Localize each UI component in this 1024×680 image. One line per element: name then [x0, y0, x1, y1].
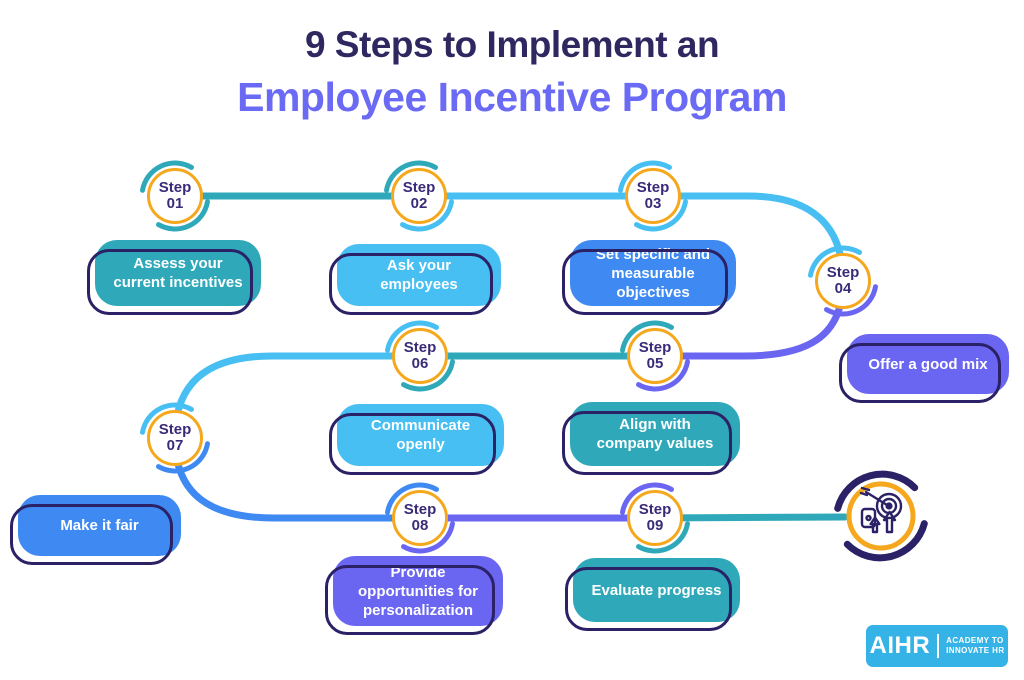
- aihr-tagline-line2: INNOVATE HR: [946, 646, 1005, 655]
- step-badge-09: [617, 480, 693, 556]
- step-word: Step: [636, 179, 670, 196]
- aihr-logo: [866, 625, 1008, 667]
- aihr-tagline-line1: ACADEMY TO: [946, 636, 1004, 645]
- step-word: Step: [638, 501, 672, 518]
- step-number: 01: [166, 195, 184, 212]
- step-box-07: Make it fair: [18, 495, 181, 556]
- step-badge-06: [382, 318, 458, 394]
- step-badge-05: [617, 318, 693, 394]
- step-number: 09: [646, 517, 664, 534]
- step-box-01: Assess your current incentives: [95, 240, 261, 306]
- step-number: 07: [166, 437, 184, 454]
- step-word: Step: [403, 501, 437, 518]
- step-circle: [147, 168, 203, 224]
- step-badge-08: [382, 480, 458, 556]
- step-word: Step: [158, 421, 192, 438]
- step-number: 03: [644, 195, 662, 212]
- step-number: 02: [410, 195, 428, 212]
- step-box-02: Ask your employees: [337, 244, 501, 306]
- step-word: Step: [158, 179, 192, 196]
- step-box-06: Communicate openly: [337, 404, 504, 466]
- step-word: Step: [826, 264, 860, 281]
- step-word: Step: [403, 339, 437, 356]
- step-badge-02: [381, 158, 457, 234]
- step-badge-01: [137, 158, 213, 234]
- step-word: Step: [402, 179, 436, 196]
- step-number: 05: [646, 355, 664, 372]
- step-circle: [627, 328, 683, 384]
- aihr-logo-brand: AIHR: [869, 632, 931, 659]
- page-title: [0, 24, 1024, 121]
- step-circle: [815, 253, 871, 309]
- title-line2: Employee Incentive Program: [237, 74, 787, 120]
- step-badge-04: [805, 243, 881, 319]
- step-circle: [147, 410, 203, 466]
- title-line1: 9 Steps to Implement an: [304, 24, 720, 65]
- aihr-logo-tagline: [946, 636, 1004, 656]
- step-circle: [392, 490, 448, 546]
- goal-target-icon: [829, 464, 933, 568]
- step-badge-07: [137, 400, 213, 476]
- step-circle: [625, 168, 681, 224]
- step-circle: [627, 490, 683, 546]
- step-word: Step: [638, 339, 672, 356]
- step-circle: [392, 328, 448, 384]
- step-box-04: Offer a good mix: [847, 334, 1009, 394]
- step-number: 06: [411, 355, 429, 372]
- step-number: 04: [834, 280, 852, 297]
- step-box-08: Provide opportunities for personalization: [333, 556, 503, 626]
- step-box-09: Evaluate progress: [573, 558, 740, 622]
- step-badge-03: [615, 158, 691, 234]
- step-box-03: Set specific and measurable objectives: [570, 240, 736, 306]
- step-circle: [391, 168, 447, 224]
- logo-divider: [937, 634, 939, 658]
- step-number: 08: [411, 517, 429, 534]
- step-box-05: Align with company values: [570, 402, 740, 466]
